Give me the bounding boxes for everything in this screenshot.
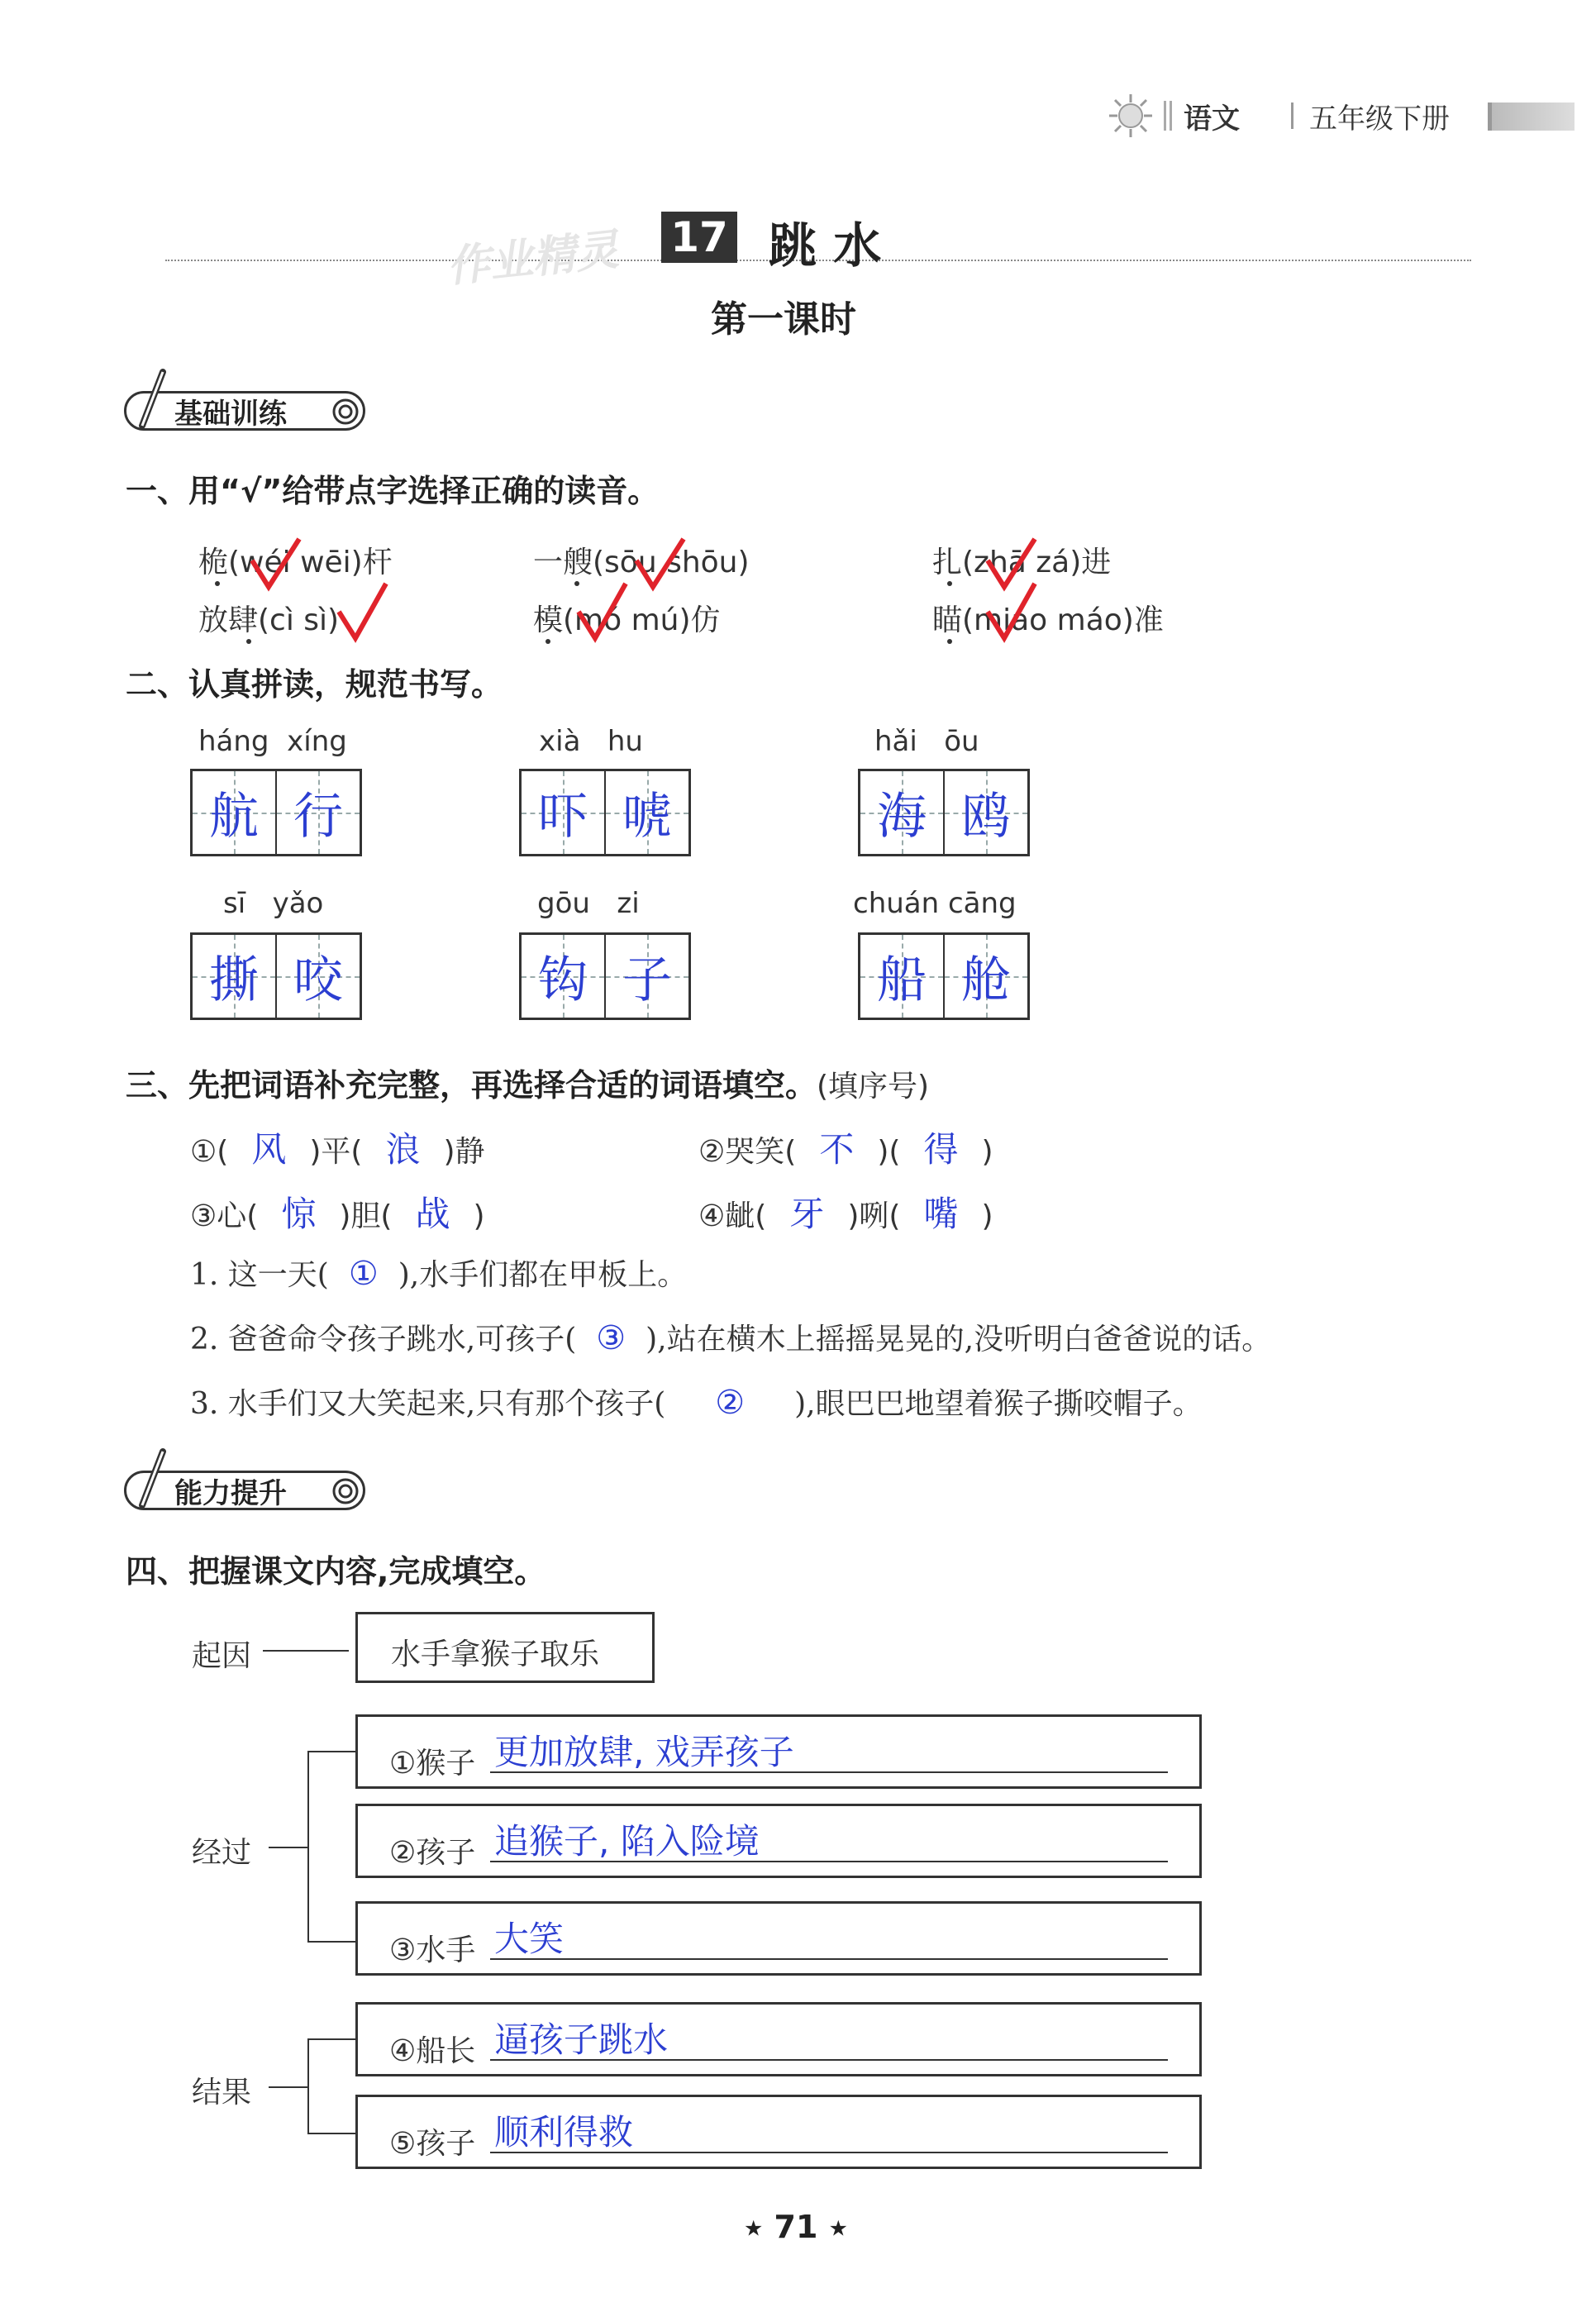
process-box bbox=[355, 1804, 1202, 1878]
pinyin-label: háng xíng bbox=[198, 725, 347, 758]
q1-title: 一、用“√”给带点字选择正确的读音。 bbox=[126, 473, 660, 509]
sentence-item: 2. 爸爸命令孩子跳水,可孩子( ③ ),站在横木上摇摇晃晃的,没听明白爸爸说的话。 bbox=[190, 1319, 1272, 1357]
emphasis-dot bbox=[947, 639, 952, 644]
lesson-number: 17 bbox=[661, 212, 737, 263]
word-item: ②哭笑( 不 )( 得 ) bbox=[698, 1129, 993, 1170]
writing-cell: 鸥 bbox=[943, 771, 1027, 854]
writing-cell: 咬 bbox=[275, 935, 360, 1018]
writing-cell: 海 bbox=[860, 771, 943, 854]
cause-box bbox=[355, 1612, 655, 1683]
q4-title: 四、把握课文内容,完成填空。 bbox=[126, 1553, 546, 1590]
writing-grid bbox=[519, 932, 691, 1020]
result-box bbox=[355, 2002, 1202, 2076]
check-mark-icon bbox=[984, 579, 1041, 645]
emphasis-dot bbox=[246, 639, 251, 644]
page-number-row bbox=[744, 2209, 848, 2245]
pinyin-label: chuán cāng bbox=[853, 887, 1017, 920]
pinyin-label: xià hu bbox=[539, 725, 643, 758]
process-box bbox=[355, 1714, 1202, 1789]
check-mark-icon bbox=[574, 579, 632, 645]
q3-title: 三、先把词语补充完整，再选择合适的词语填空。 bbox=[126, 1067, 817, 1104]
pencil-icon bbox=[126, 1447, 175, 1514]
star-icon: ★ bbox=[828, 2216, 848, 2242]
writing-grid bbox=[190, 932, 362, 1020]
result-box bbox=[355, 2095, 1202, 2169]
writing-grid bbox=[519, 769, 691, 856]
q1-item: 模(mó mú)仿 bbox=[533, 603, 721, 637]
bracket bbox=[307, 1751, 355, 1943]
word-item: ③心( 惊 )胆( 战 ) bbox=[190, 1194, 485, 1234]
emphasis-dot bbox=[215, 581, 220, 586]
process-answer: 更加放肆, 戏弄孩子 bbox=[494, 1732, 794, 1772]
q1-item: 放肆(cì sì) bbox=[198, 603, 340, 637]
header-stripe bbox=[1488, 103, 1575, 131]
word-item: ①( 风 )平( 浪 )静 bbox=[190, 1129, 485, 1170]
result-prefix: ⑤孩子 bbox=[389, 2127, 476, 2161]
check-mark-icon bbox=[632, 536, 690, 594]
check-mark-icon bbox=[335, 579, 393, 645]
connector-line bbox=[269, 2086, 308, 2088]
bracket bbox=[307, 2038, 355, 2134]
writing-grid bbox=[858, 932, 1030, 1020]
writing-cell: 行 bbox=[275, 771, 360, 854]
divider bbox=[1164, 101, 1172, 131]
writing-cell: 吓 bbox=[522, 771, 604, 854]
process-prefix: ②孩子 bbox=[389, 1836, 476, 1870]
q2-title: 二、认真拼读，规范书写。 bbox=[126, 666, 503, 703]
connector-line bbox=[263, 1650, 349, 1652]
section-label: 基础训练 bbox=[174, 397, 287, 431]
writing-grid bbox=[190, 769, 362, 856]
writing-cell: 舱 bbox=[943, 935, 1027, 1018]
watermark: 作业精灵 bbox=[445, 225, 622, 293]
lesson-subtitle: 第一课时 bbox=[711, 298, 856, 341]
writing-cell: 船 bbox=[860, 935, 943, 1018]
process-box bbox=[355, 1901, 1202, 1976]
pinyin-label: hǎi ōu bbox=[874, 725, 979, 758]
lesson-title: 跳 水 bbox=[769, 217, 882, 274]
process-label: 经过 bbox=[192, 1836, 252, 1870]
writing-cell: 撕 bbox=[193, 935, 275, 1018]
process-prefix: ①猴子 bbox=[389, 1747, 476, 1781]
header-bar bbox=[1108, 91, 1570, 141]
q3-title-row bbox=[126, 1060, 929, 1105]
page-number: 71 bbox=[774, 2209, 818, 2245]
pinyin-label: sī yǎo bbox=[223, 887, 324, 920]
result-prefix: ④船长 bbox=[389, 2034, 476, 2068]
sentence-item: 1. 这一天( ① ),水手们都在甲板上。 bbox=[190, 1255, 688, 1293]
sun-icon bbox=[1108, 93, 1154, 139]
grade-label: 五年级下册 bbox=[1309, 103, 1450, 136]
process-prefix: ③水手 bbox=[389, 1933, 476, 1967]
writing-cell: 唬 bbox=[604, 771, 688, 854]
q1-item: 扎(zhā zá)进 bbox=[932, 546, 1112, 579]
result-answer: 逼孩子跳水 bbox=[494, 2019, 669, 2060]
result-label: 结果 bbox=[192, 2076, 252, 2110]
cause-label: 起因 bbox=[192, 1639, 252, 1673]
q1-item: 桅(wéi wēi)杆 bbox=[198, 546, 393, 579]
divider bbox=[1291, 103, 1293, 129]
writing-cell: 子 bbox=[604, 935, 688, 1018]
connector-line bbox=[269, 1847, 308, 1848]
q3-title-note: (填序号) bbox=[817, 1070, 930, 1104]
star-icon: ★ bbox=[744, 2216, 764, 2242]
process-answer: 追猴子, 陷入险境 bbox=[494, 1821, 760, 1862]
ring-icon bbox=[331, 1476, 360, 1506]
q1-item: 瞄(miáo máo)准 bbox=[932, 603, 1164, 637]
q1-item: 一艘(sōu shōu) bbox=[533, 546, 750, 579]
ring-icon bbox=[331, 397, 360, 427]
pinyin-label: gōu zi bbox=[537, 887, 640, 920]
writing-cell: 钩 bbox=[522, 935, 604, 1018]
process-answer: 大笑 bbox=[494, 1919, 565, 1959]
cause-text: 水手拿猴子取乐 bbox=[391, 1638, 600, 1671]
result-answer: 顺利得救 bbox=[494, 2112, 634, 2153]
emphasis-dot bbox=[545, 639, 550, 644]
answer-line bbox=[490, 1958, 1168, 1960]
emphasis-dot bbox=[947, 581, 952, 586]
pencil-icon bbox=[126, 368, 175, 434]
section-label: 能力提升 bbox=[174, 1476, 287, 1510]
word-item: ④龇( 牙 )咧( 嘴 ) bbox=[698, 1194, 993, 1234]
check-mark-icon bbox=[248, 536, 306, 594]
writing-grid bbox=[858, 769, 1030, 856]
writing-cell: 航 bbox=[193, 771, 275, 854]
subject-label: 语文 bbox=[1184, 103, 1240, 136]
sentence-item: 3. 水手们又大笑起来,只有那个孩子( ② ),眼巴巴地望着猴子撕咬帽子。 bbox=[190, 1384, 1203, 1422]
